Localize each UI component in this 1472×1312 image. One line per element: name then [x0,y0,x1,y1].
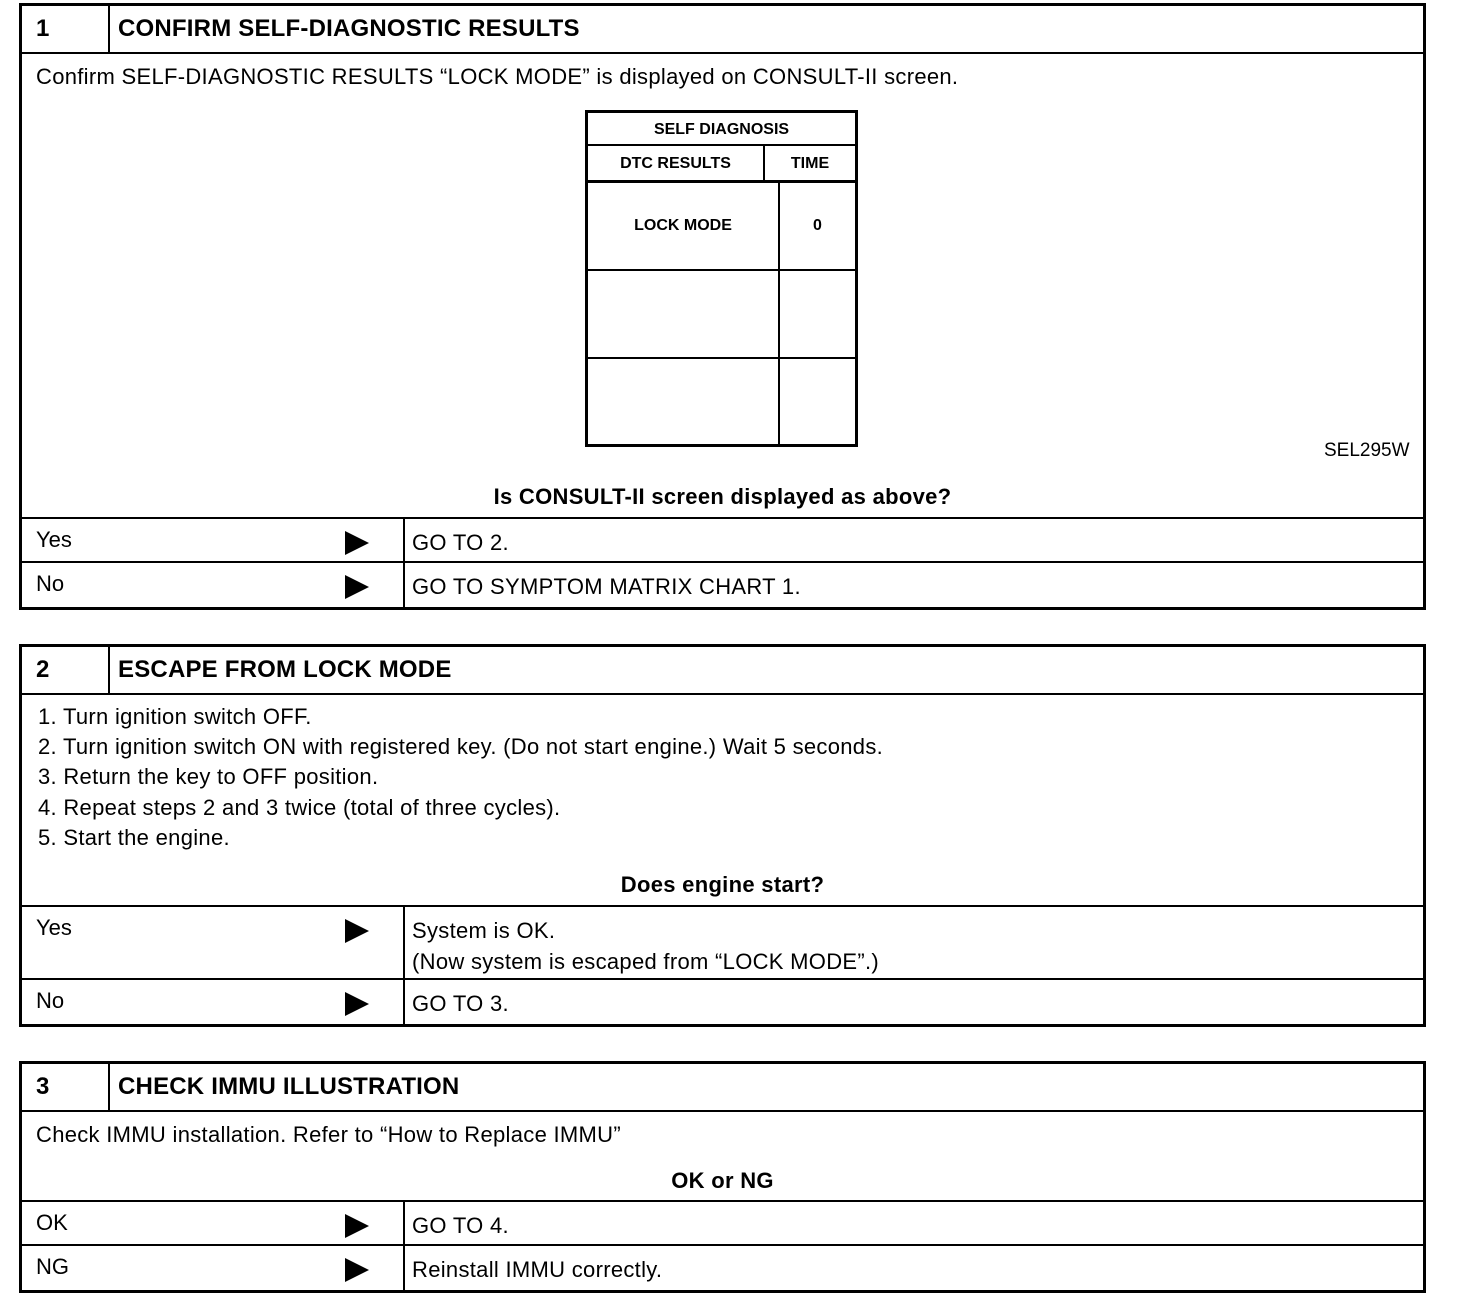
diag-col-time: TIME [790,155,830,172]
list-item: 1. Turn ignition switch OFF. [38,704,312,729]
outcome-row-ok [22,1200,1423,1246]
outcome-label: No [36,571,65,596]
diag-result-lock-mode: LOCK MODE [634,217,732,234]
step-question: Is CONSULT-II screen displayed as above? [493,484,952,509]
step-header [22,6,1423,54]
step-question: OK or NG [671,1168,774,1193]
outcome-result: GO TO 3. [412,991,509,1016]
step-3-box [19,1061,1426,1293]
outcome-result-line: (Now system is escaped from “LOCK MODE”.) [412,949,880,974]
outcome-row-ng [22,1244,1423,1292]
arrow-right-icon [345,575,369,599]
step-title: ESCAPE FROM LOCK MODE [118,656,452,683]
step-instruction: Confirm SELF-DIAGNOSTIC RESULTS “LOCK MODE” is displayed on CONSULT-II screen. [36,64,959,89]
arrow-right-icon [345,1258,369,1282]
step-number: 3 [36,1073,50,1100]
list-item: 4. Repeat steps 2 and 3 twice (total of three cycles). [38,795,561,820]
outcome-row-yes [22,517,1423,563]
outcome-result: GO TO 2. [412,530,509,555]
list-item: 3. Return the key to OFF position. [38,764,379,789]
list-item: 2. Turn ignition switch ON with registered key. (Do not start engine.) Wait 5 seconds. [38,734,884,759]
self-diagnosis-illustration [585,110,858,447]
arrow-right-icon [345,531,369,555]
step-2-box [19,644,1426,1027]
arrow-right-icon [345,992,369,1016]
outcome-label: NG [36,1254,69,1279]
outcome-result [412,915,879,977]
step-header [22,1064,1423,1112]
outcome-label: OK [36,1210,68,1235]
diag-header: SELF DIAGNOSIS [653,121,790,138]
list-item: 5. Start the engine. [38,825,230,850]
step-1-box [19,3,1426,610]
diag-col-dtc-results: DTC RESULTS [620,155,731,172]
outcome-row-no [22,561,1423,609]
step-instruction: Check IMMU installation. Refer to “How to Replace IMMU” [36,1122,621,1147]
step-question: Does engine start? [620,872,825,897]
arrow-right-icon [345,919,369,943]
diag-result-time: 0 [813,217,822,234]
outcome-row-yes [22,905,1423,980]
outcome-result: GO TO 4. [412,1213,509,1238]
step-title: CONFIRM SELF-DIAGNOSTIC RESULTS [118,15,580,42]
step-header [22,647,1423,695]
outcome-result-line: System is OK. [412,918,556,943]
outcome-label: Yes [36,915,72,940]
step-title: CHECK IMMU ILLUSTRATION [118,1073,460,1100]
outcome-result: Reinstall IMMU correctly. [412,1257,663,1282]
outcome-result: GO TO SYMPTOM MATRIX CHART 1. [412,574,801,599]
step-number: 2 [36,656,50,683]
outcome-label: No [36,988,65,1013]
step-number: 1 [36,15,50,42]
arrow-right-icon [345,1214,369,1238]
outcome-label: Yes [36,527,72,552]
figure-id: SEL295W [1324,440,1410,461]
outcome-row-no [22,978,1423,1026]
